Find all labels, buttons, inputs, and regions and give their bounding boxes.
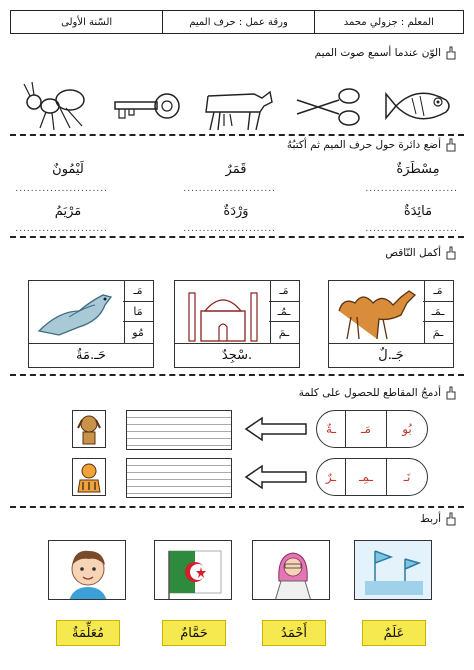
mosque-icon: [175, 281, 271, 343]
syllable-option[interactable]: مَـ: [123, 281, 153, 302]
syllable-option[interactable]: مَـ: [423, 281, 453, 302]
tiger-thumbnail: [72, 458, 106, 496]
cattle-icon[interactable]: [200, 78, 276, 134]
pointing-hand-icon: [444, 246, 458, 260]
header-bar: [10, 10, 464, 34]
match-word[interactable]: عَلَمٌ: [362, 620, 426, 646]
segment[interactable]: نَـ: [386, 458, 428, 496]
segment[interactable]: ـةٌ: [316, 410, 346, 448]
dog-icon: [74, 412, 104, 446]
section2-text: أضع دائرة حول حرف الميم ثم أكتبُهُ: [286, 139, 441, 151]
writing-lines[interactable]: [126, 458, 232, 498]
word-cell[interactable]: قَمَرٌ: [225, 162, 247, 177]
answer-field[interactable]: حَـ.مَةٌ: [29, 343, 153, 367]
answer-field[interactable]: .سْجِدٌ: [175, 343, 299, 367]
pointing-hand-icon: [444, 46, 458, 60]
camel-image: [329, 281, 425, 343]
algeria-flag-icon: [155, 541, 232, 600]
section5-instruction: [420, 512, 458, 526]
section1-text: الوّن عندما أسمع صوت الميم: [314, 47, 441, 59]
segment[interactable]: ـرٌ: [316, 458, 346, 496]
pointing-hand-icon: [444, 512, 458, 526]
section3-text: أكمل النّاقص: [385, 247, 441, 259]
teacher-name: المعلم : جزولي محمد: [314, 11, 463, 33]
section-divider: [10, 134, 464, 136]
completion-card-camel: [328, 280, 454, 368]
mosque-image: [175, 281, 271, 343]
teacher-icon: [253, 541, 330, 600]
school-year: السّنة الأولى: [61, 16, 113, 28]
pigeon-image: [29, 281, 125, 343]
section-divider: [10, 506, 464, 508]
completion-card-pigeon: [28, 280, 154, 368]
syllable-column: [269, 281, 299, 343]
match-word[interactable]: مُعَلِّمَةٌ: [56, 620, 120, 646]
section2-instruction: [287, 138, 458, 152]
syllable-column: [123, 281, 153, 343]
match-image-teacher[interactable]: [252, 540, 330, 600]
syllable-option[interactable]: ـمَ: [432, 325, 444, 339]
pigeon-icon: [29, 281, 125, 343]
match-image-boy[interactable]: [48, 540, 126, 600]
segment-group: [316, 410, 428, 448]
boy-icon: [49, 541, 126, 600]
match-image-flag-stand[interactable]: [354, 540, 432, 600]
word-cell[interactable]: وَرْدَةٌ: [223, 204, 249, 219]
section-divider: [10, 374, 464, 376]
segment[interactable]: مَـ: [346, 410, 386, 448]
syllable-option[interactable]: مَـ: [269, 281, 299, 302]
syllable-option[interactable]: مَا: [123, 302, 153, 323]
section4-text: أدمجُ المقاطع للحصول على كلمة: [298, 387, 441, 399]
segment-group: [316, 458, 428, 496]
writing-dots[interactable]: ........................: [183, 184, 276, 194]
section1-instruction: [315, 46, 458, 60]
pointing-hand-icon: [444, 386, 458, 400]
completion-card-mosque: [174, 280, 300, 368]
worksheet: [10, 10, 464, 662]
pointing-hand-icon: [444, 138, 458, 152]
tiger-icon: [74, 460, 104, 494]
answer-field[interactable]: جَـ.لٌ: [329, 343, 453, 367]
word-cell[interactable]: مِسْطَرَةٌ: [396, 162, 440, 177]
arrow-left-icon: [244, 416, 308, 442]
ant-icon[interactable]: [18, 78, 94, 134]
section4-instruction: [299, 386, 458, 400]
writing-dots[interactable]: ........................: [15, 184, 108, 194]
word-cell[interactable]: مَائِدَةٌ: [403, 204, 433, 219]
syllable-option[interactable]: ـمَ: [278, 325, 290, 339]
writing-dots[interactable]: ........................: [15, 224, 108, 234]
writing-lines[interactable]: [126, 410, 232, 450]
coloring-images: [18, 74, 458, 138]
scissors-icon[interactable]: [291, 78, 367, 134]
syllable-option[interactable]: مُو: [132, 325, 144, 339]
writing-dots[interactable]: ........................: [365, 184, 458, 194]
match-image-algeria-flag[interactable]: [154, 540, 232, 600]
arrow-left-icon: [244, 464, 308, 490]
section3-instruction: [385, 246, 458, 260]
segment[interactable]: بُو: [386, 410, 428, 448]
key-icon[interactable]: [109, 78, 185, 134]
syllable-option[interactable]: ـمَـ: [423, 302, 453, 323]
flag-stand-icon: [355, 541, 432, 600]
worksheet-title: ورقة عمل : حرف الميم: [162, 11, 313, 33]
fish-icon[interactable]: [382, 78, 458, 134]
match-word[interactable]: حَمَّامٌ: [162, 620, 226, 646]
camel-icon: [329, 281, 425, 343]
writing-dots[interactable]: ........................: [365, 224, 458, 234]
writing-dots[interactable]: ........................: [183, 224, 276, 234]
segment[interactable]: ـمِـ: [346, 458, 386, 496]
match-word[interactable]: أَحْمَدُ: [262, 620, 326, 646]
word-cell[interactable]: مَرْيَمُ: [54, 204, 82, 219]
dog-thumbnail: [72, 410, 106, 448]
syllable-column: [423, 281, 453, 343]
section5-text: أربط: [420, 513, 441, 525]
word-cell[interactable]: لَيْمُونٌ: [52, 162, 84, 177]
section-divider: [10, 236, 464, 238]
syllable-option[interactable]: ـمُـ: [269, 302, 299, 323]
